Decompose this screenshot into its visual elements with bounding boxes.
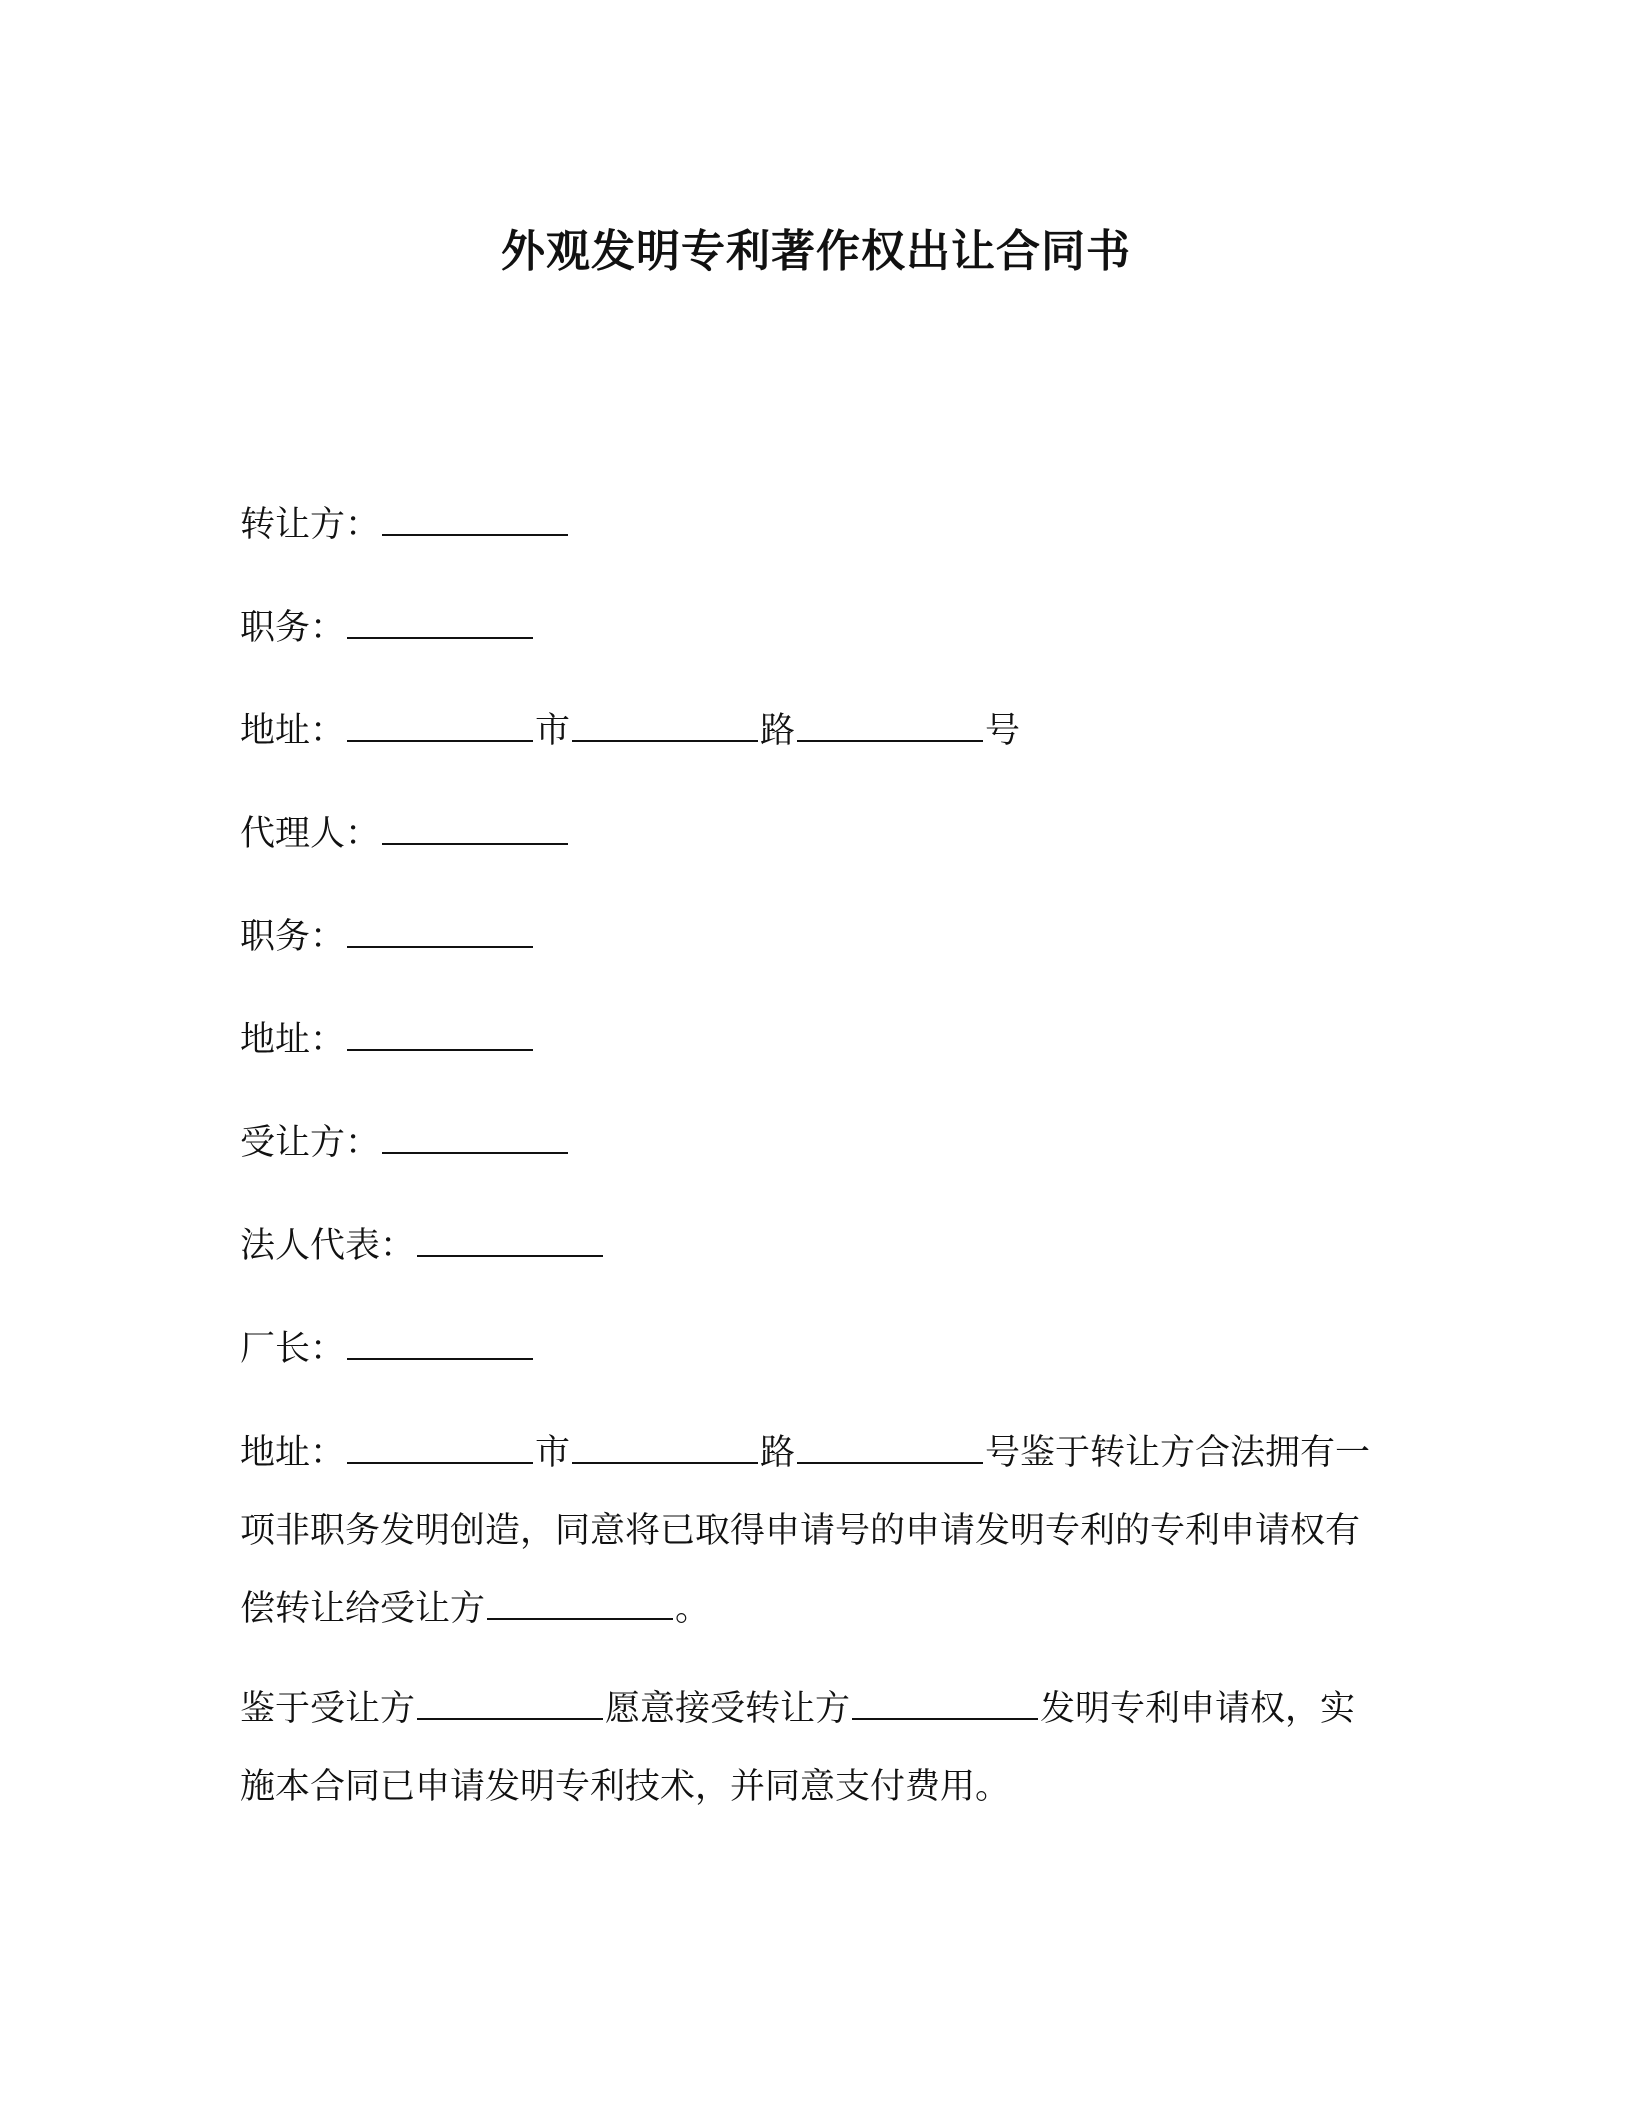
road-unit-2: 路: [760, 1433, 796, 1473]
city-unit: 市: [535, 711, 571, 751]
number-unit: 号: [985, 711, 1021, 751]
document-title: 外观发明专利著作权出让合同书: [501, 226, 1131, 277]
transferee-blank: [382, 1118, 568, 1154]
paragraph1-end: 。: [675, 1589, 711, 1629]
transferor-position-blank: [347, 603, 533, 639]
city-unit-2: 市: [535, 1433, 571, 1473]
number-blank-2: [797, 1428, 983, 1464]
transferor-field: [240, 500, 570, 550]
city-blank-2: [347, 1428, 533, 1464]
transferor-label: 转让方：: [240, 505, 381, 545]
agent-address-blank: [347, 1015, 533, 1051]
transferee-label: 受让方：: [240, 1123, 381, 1163]
transferee-address-paragraph: [240, 1414, 1390, 1648]
agent-field: [240, 809, 570, 859]
transferor-address-field: [240, 706, 1020, 756]
transferee-address-label: 地址：: [240, 1433, 346, 1473]
agent-address-field: [240, 1015, 535, 1065]
road-unit: 路: [760, 711, 796, 751]
paragraph2-part1: 鉴于受让方: [240, 1689, 416, 1729]
legal-rep-label: 法人代表：: [240, 1226, 416, 1266]
transferee-name-blank: [487, 1584, 673, 1620]
number-blank: [797, 706, 983, 742]
road-blank-2: [572, 1428, 758, 1464]
consent-paragraph: [240, 1670, 1390, 1826]
transferee-blank-2: [417, 1684, 603, 1720]
legal-rep-field: [240, 1221, 605, 1271]
agent-blank: [382, 809, 568, 845]
legal-rep-blank: [417, 1221, 603, 1257]
transferor-blank-2: [852, 1684, 1038, 1720]
paragraph2-part2: 愿意接受转让方: [605, 1689, 851, 1729]
agent-position-blank: [347, 912, 533, 948]
factory-director-field: [240, 1324, 535, 1374]
agent-label: 代理人：: [240, 814, 381, 854]
transferor-position-field: [240, 603, 535, 653]
agent-address-label: 地址：: [240, 1020, 346, 1060]
transferor-blank: [382, 500, 568, 536]
transferor-position-label: 职务：: [240, 608, 346, 648]
transferor-address-label: 地址：: [240, 711, 346, 751]
paragraph2-part3: 发明专利申请权，实施本合同已申请发明专利技术，并同意支付费用。: [240, 1689, 1356, 1807]
factory-director-blank: [347, 1324, 533, 1360]
city-blank: [347, 706, 533, 742]
factory-director-label: 厂长：: [240, 1329, 346, 1369]
agent-position-label: 职务：: [240, 917, 346, 957]
transferee-field: [240, 1118, 570, 1168]
road-blank: [572, 706, 758, 742]
paragraph1-lead: 号鉴于转让方合法拥有一项非职务发明创造，同意将已取得申请号的申请发明专利的专利申请权有偿转让给受让方: [240, 1433, 1371, 1629]
agent-position-field: [240, 912, 535, 962]
